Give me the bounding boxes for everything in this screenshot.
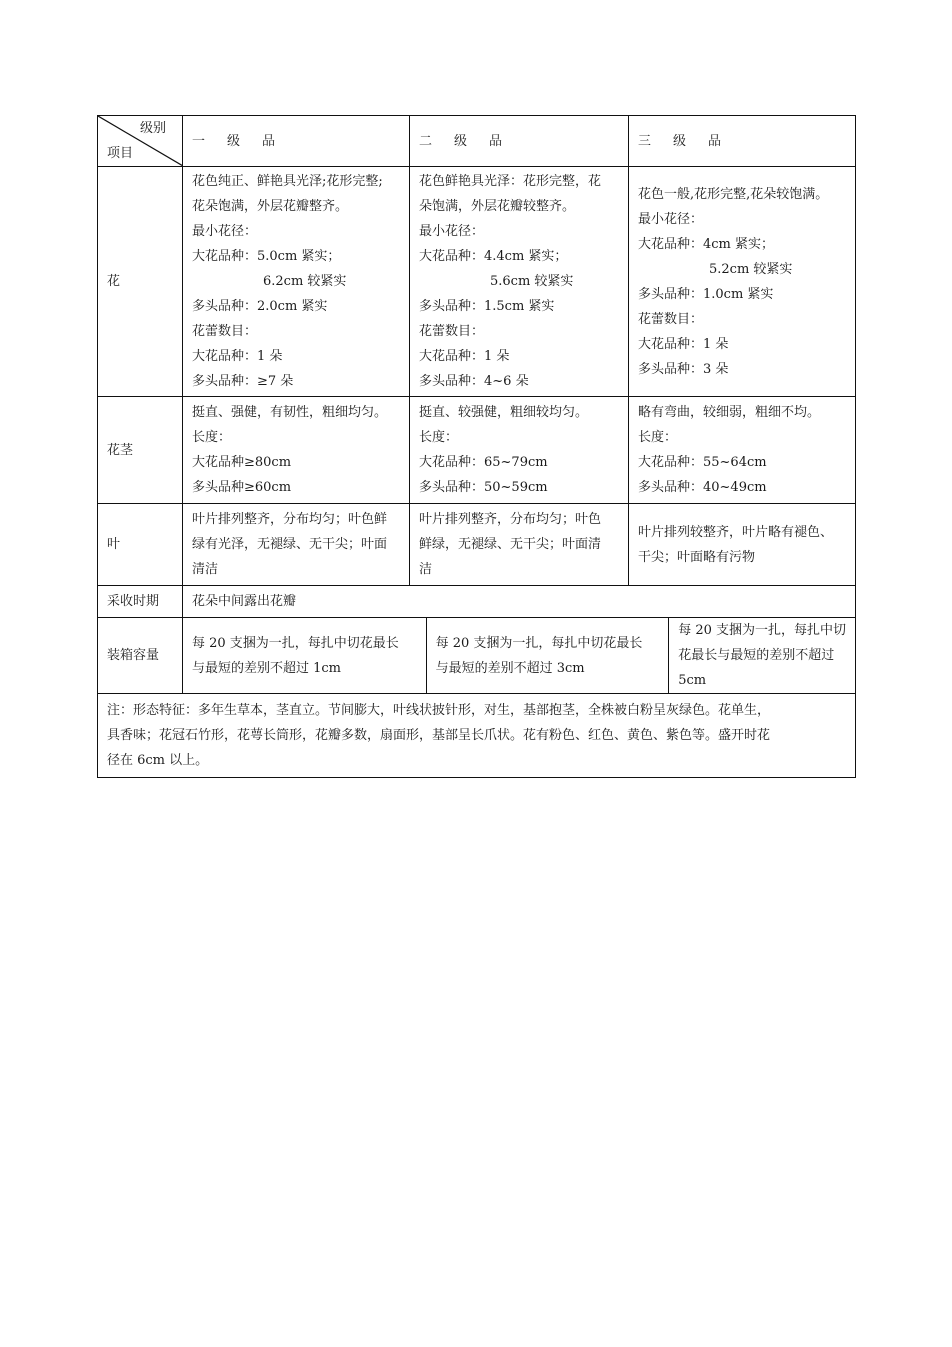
flower-grade-2-cell: 花色鲜艳具光泽：花形完整，花 朵饱满，外层花瓣较整齐。 最小花径： 大花品种：4.4cm 紧实； 5.6cm 较紧实 多头品种：1.5cm 紧实 花蕾数目： 大花品种：1 朵 多头品种：4~6 朵 [410, 167, 629, 397]
harvest-text-cell: 花朵中间露出花瓣 [183, 586, 856, 618]
leaf-grade-3-cell: 叶片排列较整齐，叶片略有褪色、 干尖；叶面略有污物 [629, 504, 856, 586]
row-label-packing: 装箱容量 [98, 618, 183, 694]
leaf-grade-2-cell: 叶片排列整齐，分布均匀；叶色 鲜绿，无褪绿、无干尖；叶面清 洁 [410, 504, 629, 586]
row-label-leaf: 叶 [98, 504, 183, 586]
note-row [98, 694, 856, 778]
flower-grade-3-cell: 花色一般,花形完整,花朵较饱满。 最小花径： 大花品种：4cm 紧实； 5.2cm 较紧实 多头品种：1.0cm 紧实 花蕾数目： 大花品种：1 朵 多头品种：3 朵 [629, 167, 856, 397]
grade-axis-label: 级别 [139, 121, 166, 136]
harvest-row [98, 586, 856, 618]
morphology-note: 注：形态特征：多年生草本，茎直立。节间膨大，叶线状披针形，对生，基部抱茎，全株被白粉呈灰绿色。花单生， 具香味；花冠石竹形，花萼长筒形，花瓣多数，扇面形，基部呈长爪状。花有粉色、红色、黄色、紫色等。盛开时花 径在 6cm 以上。 [98, 694, 856, 778]
packing-grade-2-cell: 每 20 支捆为一扎，每扎中切花最长 与最短的差别不超过 3cm [427, 618, 670, 693]
packing-row [98, 618, 856, 694]
flower-grade-1-cell: 花色纯正、鲜艳具光泽;花形完整; 花朵饱满，外层花瓣整齐。 最小花径： 大花品种：5.0cm 紧实； 6.2cm 较紧实 多头品种：2.0cm 紧实 花蕾数目： 大花品种：1 朵 多头品种：≥7 朵 [183, 167, 410, 397]
stem-grade-1-cell: 挺直、强健，有韧性，粗细均匀。 长度： 大花品种≥80cm 多头品种≥60cm [183, 397, 410, 504]
packing-grade-3-cell: 每 20 支捆为一扎，每扎中切 花最长与最短的差别不超过 5cm [678, 623, 846, 688]
header-row [98, 116, 856, 167]
item-axis-label: 项目 [107, 146, 134, 161]
packing-cells-wrapper [183, 618, 856, 694]
row-label-harvest: 采收时期 [98, 586, 183, 618]
leaf-row [98, 504, 856, 586]
stem-row [98, 397, 856, 504]
grade-1-header: 一 级 品 [183, 116, 410, 167]
grade-3-header: 三 级 品 [629, 116, 856, 167]
packing-grade-1-cell: 每 20 支捆为一扎，每扎中切花最长 与最短的差别不超过 1cm [183, 618, 427, 693]
flower-row [98, 167, 856, 397]
grade-2-header: 二 级 品 [410, 116, 629, 167]
stem-grade-2-cell: 挺直、较强健，粗细较均匀。 长度： 大花品种：65~79cm 多头品种：50~59cm [410, 397, 629, 504]
row-label-stem: 花茎 [98, 397, 183, 504]
grading-table [97, 115, 856, 778]
row-label-flower: 花 [98, 167, 183, 397]
stem-grade-3-cell: 略有弯曲，较细弱，粗细不均。 长度： 大花品种：55~64cm 多头品种：40~49cm [629, 397, 856, 504]
leaf-grade-1-cell: 叶片排列整齐，分布均匀；叶色鲜 绿有光泽，无褪绿、无干尖；叶面 清洁 [183, 504, 410, 586]
grading-standard-document [97, 115, 855, 778]
diagonal-header-cell [98, 116, 183, 167]
